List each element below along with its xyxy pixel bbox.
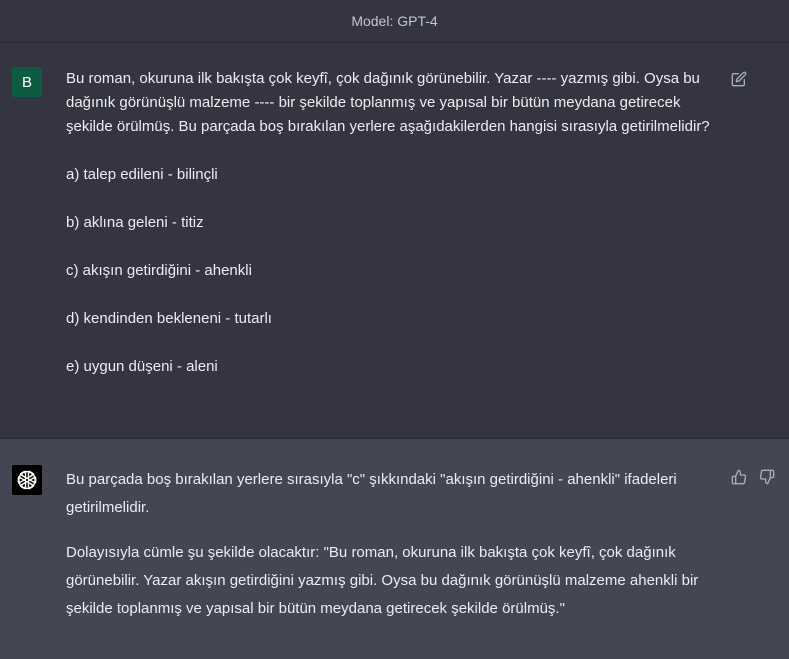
question-text: Bu roman, okuruna ilk bakışta çok keyfî, çok dağınık görünebilir. Yazar ---- yazmış gibi. Oysa bu dağınık görünüşlü malzeme ---- bir şekilde toplanmış ve yapısal bir bütün meydana getirecek şekilde örülmüş. Bu parçada boş bırakılan yerlere aşağıdakilerden hangisi sırasıyla getirilmelidir? [66,70,710,135]
option-b: b) aklına geleni - titiz [66,214,204,231]
openai-logo-icon [16,469,38,491]
user-avatar-letter: B [21,73,32,91]
option-c: c) akışın getirdiğini - ahenkli [66,262,252,279]
assistant-paragraph-2: Dolayısıyla cümle şu şekilde olacaktır: "Bu roman, okuruna ilk bakışta çok keyfî, çok dağınık görünebilir. Yazar akışın getirdiğini yazmış gibi. Oysa bu dağınık görünüşlü malzeme ahenkli bir şekilde toplanmış ve yapısal bir bütün meydana getirecek şekilde örülmüş." [66,544,699,617]
assistant-paragraph-1: Bu parçada boş bırakılan yerlere sırasıyla "c" şıkkındaki "akışın getirdiğini - ahenkli" ifadeleri getirilmelidir. [66,471,677,516]
thumbs-up-icon[interactable] [730,468,748,486]
model-label: Model: GPT-4 [351,13,438,29]
option-e: e) uygun düşeni - aleni [66,358,218,375]
user-message-text [66,67,718,403]
user-avatar [12,67,42,97]
option-d: d) kendinden bekleneni - tutarlı [66,310,272,327]
assistant-message-text [66,466,718,623]
chat-header [0,0,789,43]
thumbs-down-icon[interactable] [758,468,776,486]
assistant-avatar [12,465,42,495]
edit-icon[interactable] [730,70,748,88]
option-a: a) talep edileni - bilinçli [66,166,218,183]
